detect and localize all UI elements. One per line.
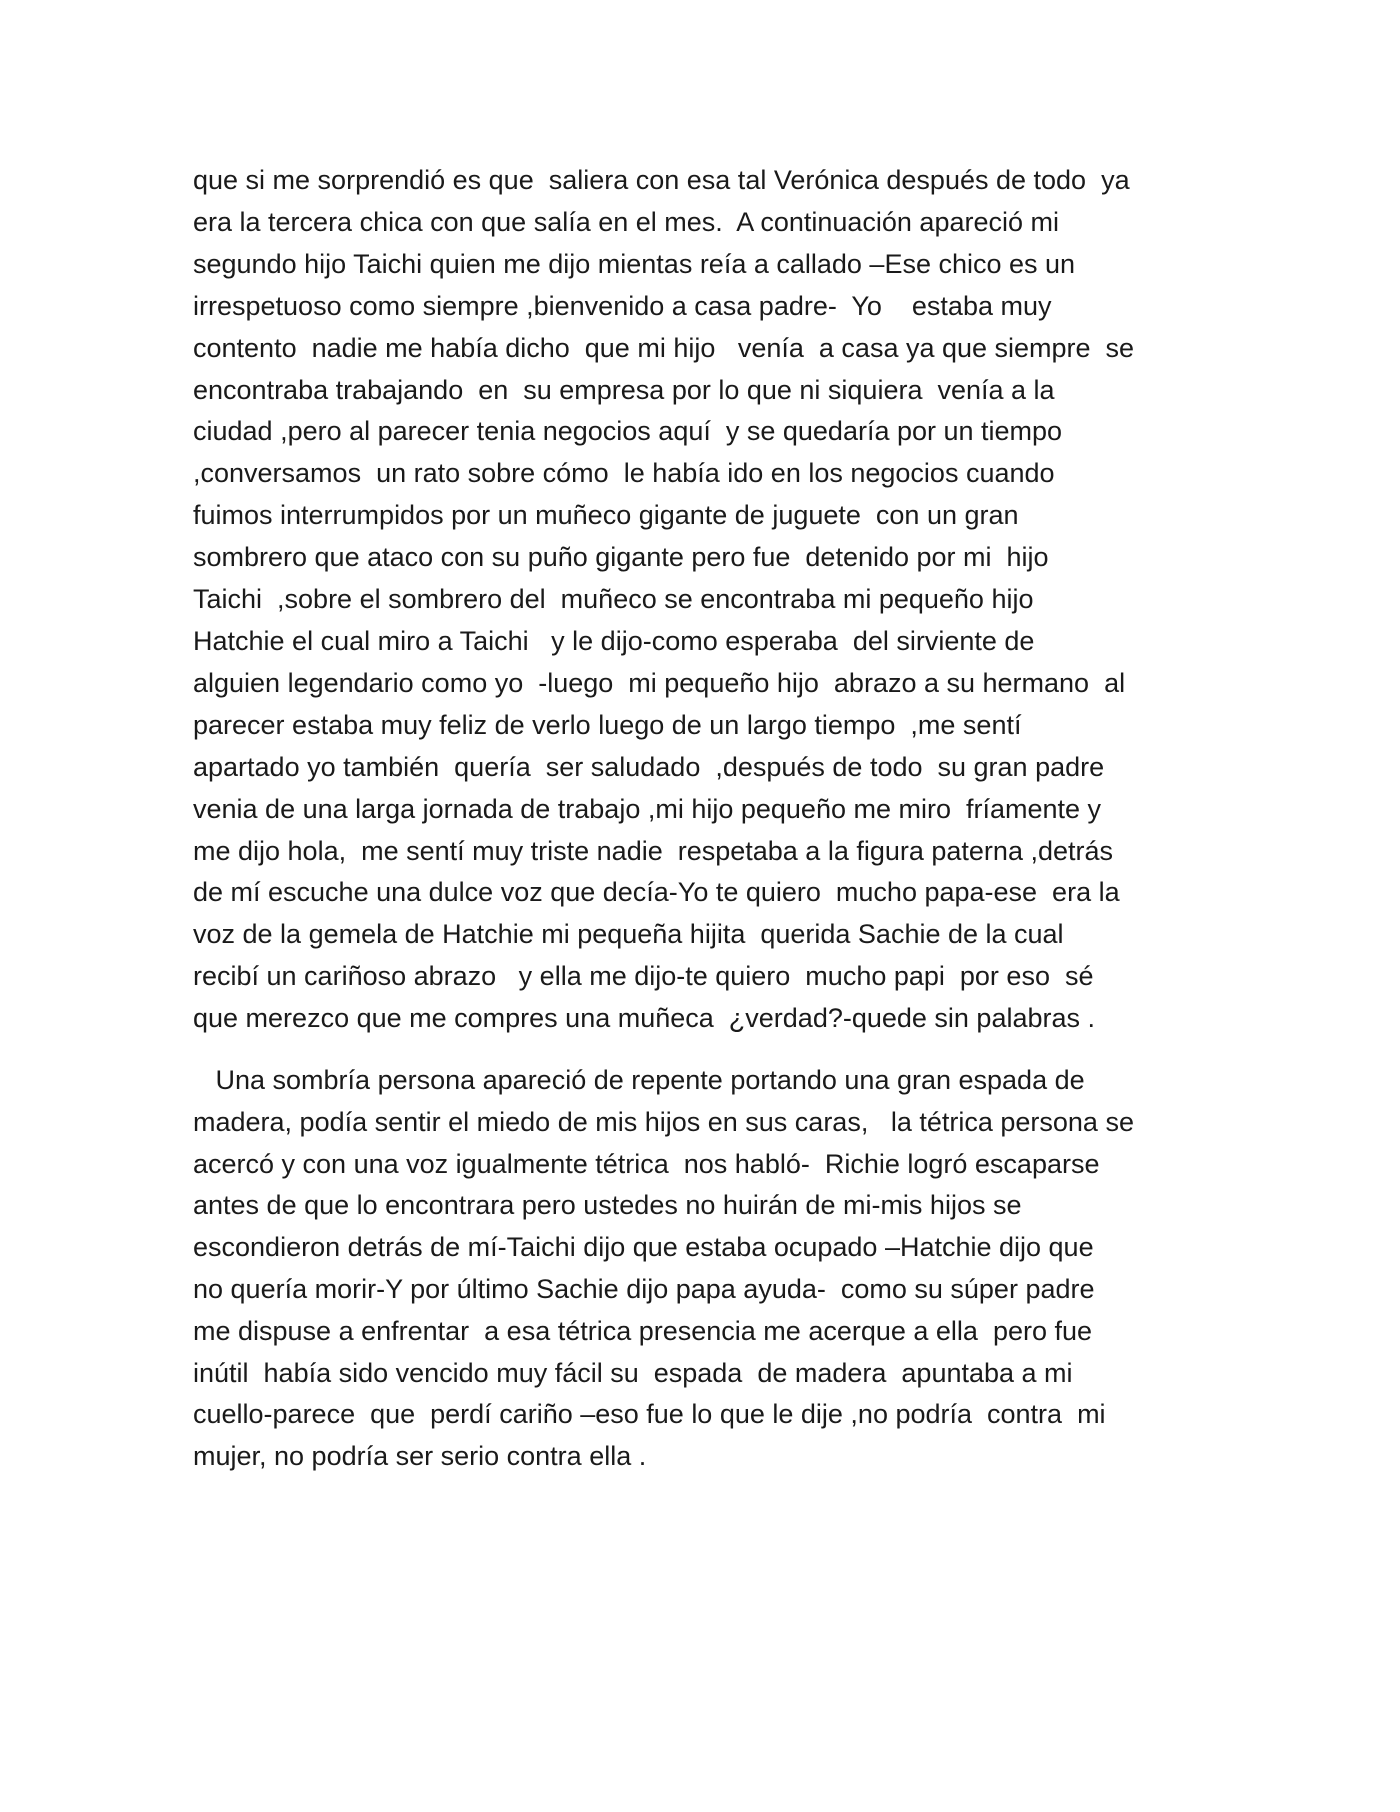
text-line: fuimos interrumpidos por un muñeco gigante de juguete con un gran [193,500,1019,531]
text-line: cuello-parece que perdí cariño –eso fue lo que le dije ,no podría contra mi [193,1399,1106,1430]
text-line: escondieron detrás de mí-Taichi dijo que estaba ocupado –Hatchie dijo que [193,1232,1094,1263]
text-line: que si me sorprendió es que saliera con esa tal Verónica después de todo ya [193,165,1130,195]
text-line: mujer, no podría ser serio contra ella . [193,1441,647,1472]
text-line: ,conversamos un rato sobre cómo le había ido en los negocios cuando [193,458,1055,489]
text-line: ciudad ,pero al parecer tenia negocios aquí y se quedaría por un tiempo [193,416,1063,447]
text-line: alguien legendario como yo -luego mi pequeño hijo abrazo a su hermano al [193,667,1126,698]
text-line: Una sombría persona apareció de repente portando una gran espada de [193,1065,1085,1095]
text-line: recibí un cariñoso abrazo y ella me dijo-te quiero mucho papi por eso sé [193,961,1094,992]
text-line: antes de que lo encontrara pero ustedes no huirán de mi-mis hijos se [193,1190,1022,1221]
text-line: me dispuse a enfrentar a esa tétrica presencia me acerque a ella pero fue [193,1315,1093,1346]
text-line: me dijo hola, me sentí muy triste nadie respetaba a la figura paterna ,detrás [193,835,1114,866]
text-line: madera, podía sentir el miedo de mis hijos en sus caras, la tétrica persona se [193,1106,1134,1137]
text-line: sombrero que ataco con su puño gigante pero fue detenido por mi hijo [193,542,1049,573]
text-line: apartado yo también quería ser saludado ,después de todo su gran padre [193,751,1105,782]
paragraph-2 [193,1060,1233,1478]
paragraph-1 [193,160,1233,1040]
text-line: encontraba trabajando en su empresa por lo que ni siquiera venía a la [193,374,1055,405]
text-line: acercó y con una voz igualmente tétrica nos habló- Richie logró escaparse [193,1148,1100,1179]
text-line: irrespetuoso como siempre ,bienvenido a casa padre- Yo estaba muy [193,290,1052,321]
text-line: contento nadie me había dicho que mi hijo venía a casa ya que siempre se [193,332,1135,363]
text-line: no quería morir-Y por último Sachie dijo papa ayuda- como su súper padre [193,1273,1095,1304]
text-line: voz de la gemela de Hatchie mi pequeña hijita querida Sachie de la cual [193,919,1064,950]
text-line: parecer estaba muy feliz de verlo luego de un largo tiempo ,me sentí [193,709,1022,740]
text-line: venia de una larga jornada de trabajo ,mi hijo pequeño me miro fríamente y [193,793,1102,824]
text-line: era la tercera chica con que salía en el mes. A continuación apareció mi [193,206,1059,237]
text-line: inútil había sido vencido muy fácil su espada de madera apuntaba a mi [193,1357,1073,1388]
text-line: que merezco que me compres una muñeca ¿verdad?-quede sin palabras . [193,1003,1096,1034]
text-line: de mí escuche una dulce voz que decía-Yo te quiero mucho papa-ese era la [193,877,1120,908]
text-line: segundo hijo Taichi quien me dijo mientas reía a callado –Ese chico es un [193,248,1076,279]
text-line: Taichi ,sobre el sombrero del muñeco se encontraba mi pequeño hijo [193,584,1034,615]
text-line: Hatchie el cual miro a Taichi y le dijo-como esperaba del sirviente de [193,625,1035,656]
